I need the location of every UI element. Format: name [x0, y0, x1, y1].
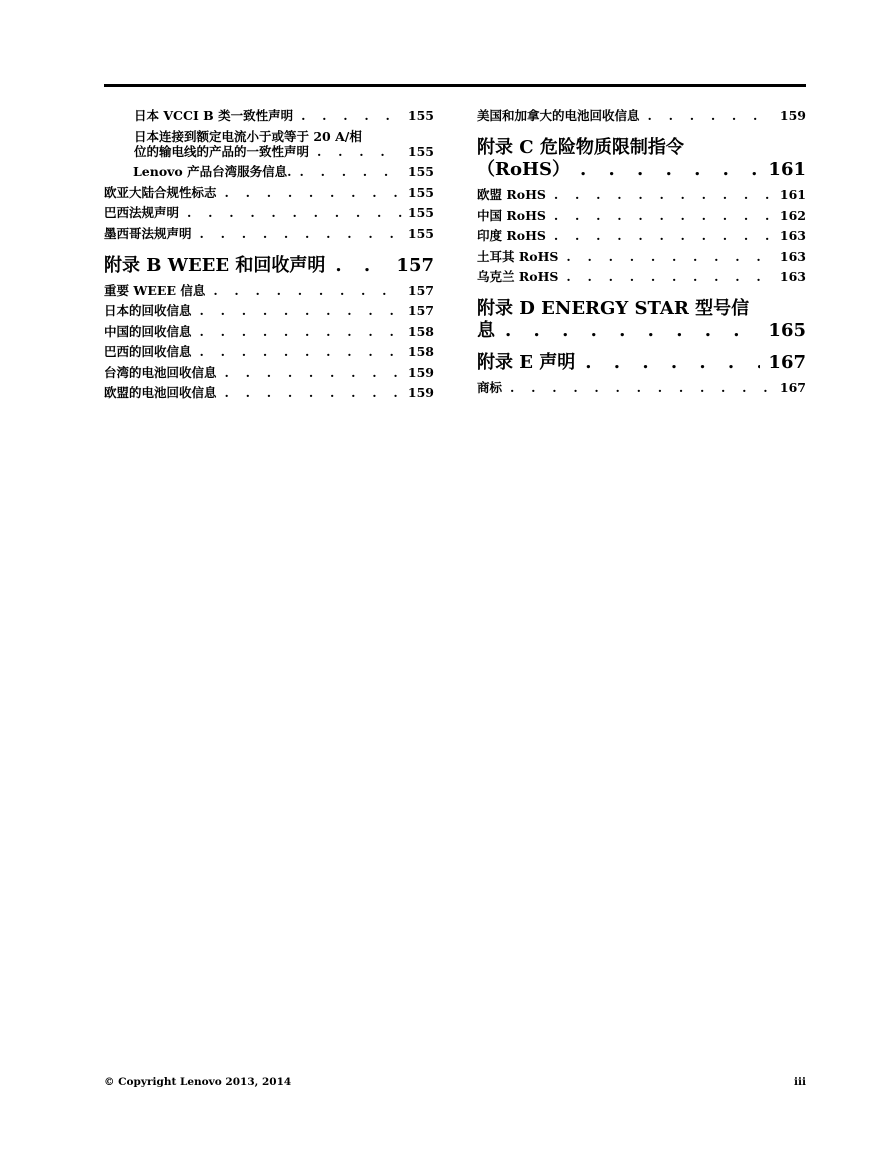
toc-entry-page: 163 [779, 269, 806, 284]
toc-entry-page: 155 [407, 184, 434, 200]
toc-entry[interactable] [104, 185, 434, 200]
page-number: iii [794, 1076, 806, 1088]
toc-entry[interactable] [104, 108, 434, 123]
toc-entry[interactable] [477, 249, 806, 264]
toc-heading-page: 165 [768, 320, 806, 341]
dot-leader [566, 249, 773, 264]
toc-entry-page: 158 [407, 323, 434, 339]
toc-entry-title-line1: 日本连接到额定电流小于或等于 20 A/相 [134, 128, 362, 144]
toc-entry[interactable] [104, 303, 434, 318]
toc-entry-title: 重要 WEEE 信息 [104, 282, 206, 298]
toc-entry-page: 163 [779, 228, 806, 243]
toc-entry-page: 161 [779, 187, 806, 202]
toc-appendix-heading[interactable] [477, 137, 806, 181]
toc-entry-page: 155 [407, 143, 434, 159]
dot-leader [200, 303, 402, 318]
toc-entry[interactable] [477, 228, 806, 243]
dot-leader [317, 144, 402, 159]
toc-entry[interactable] [104, 344, 434, 359]
toc-entry[interactable] [104, 226, 434, 241]
toc-entry[interactable] [477, 187, 806, 202]
toc-entry-title: 巴西法规声明 [104, 205, 180, 220]
toc-entry-title-line2: 位的输电线的产品的一致性声明 [134, 143, 310, 159]
dot-leader [510, 380, 774, 395]
header-rule [104, 84, 806, 87]
toc-entry[interactable] [104, 283, 434, 298]
dot-leader [554, 228, 774, 243]
toc-entry-title: 中国 RoHS [477, 207, 546, 223]
dot-leader [554, 208, 774, 223]
toc-entry[interactable] [477, 269, 806, 284]
toc-right-column [477, 108, 806, 401]
dot-leader [505, 320, 760, 342]
toc-entry[interactable] [477, 108, 806, 123]
toc-entry-title: 美国和加拿大的电池回收信息 [477, 108, 640, 123]
toc-entry[interactable] [104, 365, 434, 380]
toc-appendix-heading[interactable] [477, 298, 806, 342]
dot-leader [213, 283, 402, 298]
toc-heading-title-line1: 附录 D ENERGY STAR 型号信 [477, 298, 750, 319]
toc-entry-page: 157 [407, 303, 434, 318]
dot-leader [200, 226, 402, 241]
toc-entry-page: 162 [779, 207, 806, 223]
dot-leader [200, 324, 402, 339]
toc-entry-page: 167 [779, 380, 806, 395]
toc-entry-page: 159 [407, 364, 434, 380]
toc-entry-title: 土耳其 RoHS [477, 248, 559, 264]
toc-entry[interactable] [104, 324, 434, 339]
toc-entry-page: 158 [407, 344, 434, 359]
toc-entry-title: 台湾的电池回收信息 [104, 364, 217, 380]
toc-entry[interactable] [477, 208, 806, 223]
toc-entry-title: 墨西哥法规声明 [104, 225, 192, 241]
toc-entry-page: 155 [407, 108, 434, 123]
dot-leader [299, 164, 401, 179]
toc-heading-page: 157 [396, 254, 434, 276]
dot-leader [335, 255, 388, 277]
toc-entry-page: 157 [407, 282, 434, 298]
toc-entry-page: 159 [407, 385, 434, 400]
toc-entry[interactable] [477, 380, 806, 395]
dot-leader [554, 187, 774, 202]
toc-entry-page: 163 [779, 248, 806, 264]
toc-heading-title-line1: 附录 C 危险物质限制指令 [477, 137, 684, 158]
toc-appendix-heading[interactable] [477, 352, 806, 374]
toc-appendix-heading[interactable] [104, 255, 434, 277]
dot-leader [225, 385, 402, 400]
toc-heading-title: 附录 E 声明 [477, 352, 576, 373]
toc-entry-title: Lenovo 产品台湾服务信息. [133, 164, 292, 179]
toc-entry-title: 日本 VCCI B 类一致性声明 [134, 108, 294, 123]
toc-heading-page: 167 [768, 352, 806, 373]
toc-entry-title: 乌克兰 RoHS [477, 269, 559, 284]
toc-entry-page: 155 [407, 164, 434, 179]
dot-leader [301, 108, 402, 123]
toc-entry[interactable] [104, 385, 434, 400]
toc-entry-title: 印度 RoHS [477, 228, 546, 243]
dot-leader [566, 269, 773, 284]
copyright-notice: © Copyright Lenovo 2013, 2014 [104, 1076, 292, 1088]
toc-entry-page: 159 [779, 108, 806, 123]
toc-entry-title: 欧盟的电池回收信息 [104, 385, 217, 400]
toc-entry-title: 日本的回收信息 [104, 303, 192, 318]
toc-left-column [104, 108, 434, 406]
toc-entry-title: 欧亚大陆合规性标志 [104, 184, 217, 200]
toc-heading-page: 161 [768, 159, 806, 180]
toc-heading-title: 附录 B WEEE 和回收声明 [104, 254, 326, 276]
toc-entry[interactable] [104, 129, 434, 159]
toc-heading-title-line2: 息 [477, 320, 495, 341]
dot-leader [187, 205, 402, 220]
toc-entry-title: 中国的回收信息 [104, 323, 192, 339]
toc-entry[interactable] [104, 205, 434, 220]
toc-entry[interactable] [104, 164, 434, 179]
toc-entry-title: 欧盟 RoHS [477, 187, 546, 202]
dot-leader [580, 159, 760, 181]
dot-leader [200, 344, 402, 359]
toc-entry-page: 155 [407, 205, 434, 220]
dot-leader [225, 185, 402, 200]
toc-entry-page: 155 [407, 225, 434, 241]
toc-entry-title: 巴西的回收信息 [104, 344, 192, 359]
toc-heading-title-line2: （RoHS） [477, 159, 570, 180]
dot-leader [648, 108, 774, 123]
dot-leader [585, 352, 760, 374]
toc-entry-title: 商标 [477, 380, 503, 395]
dot-leader [225, 365, 402, 380]
